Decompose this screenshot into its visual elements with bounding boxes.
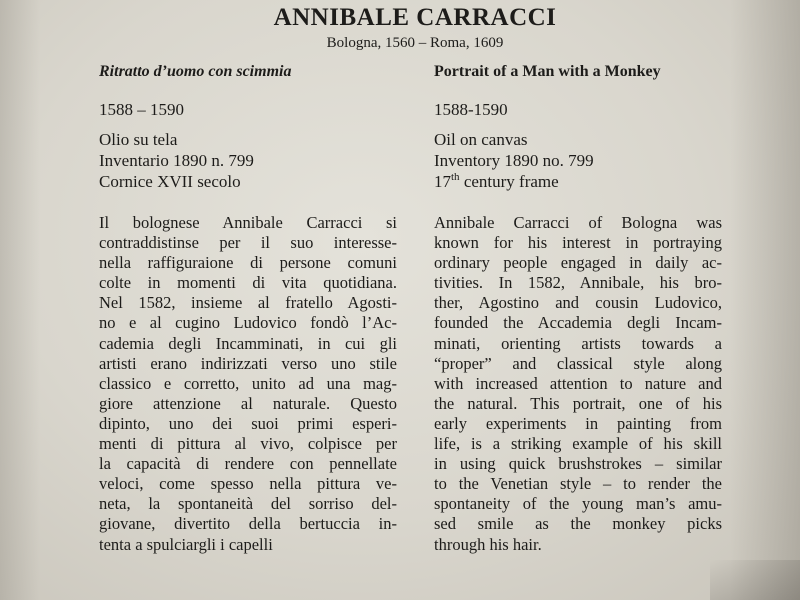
english-column [434, 62, 722, 555]
italian-line: Il bolognese Annibale Carracci si [99, 213, 397, 232]
italian-period: 1588 – 1590 [99, 100, 184, 119]
english-line: ther, Agostino and cousin Ludovico, [434, 293, 722, 313]
italian-column [99, 62, 397, 555]
label-header [0, 4, 800, 52]
right-edge-shadow [730, 0, 800, 600]
english-line: spontaneity of the young man’s amu- [434, 494, 722, 514]
english-line: through his hair. [434, 534, 542, 554]
english-frame-number: 17 [434, 172, 451, 191]
italian-frame: Cornice XVII secolo [99, 172, 241, 191]
italian-medium: Olio su tela [99, 130, 178, 149]
italian-line: colte in momenti di vita quotidiana. [99, 273, 397, 293]
english-line: Annibale Carracci of Bologna was [434, 213, 722, 232]
english-line: early experiments in painting from [434, 413, 722, 433]
italian-details [99, 129, 397, 192]
english-frame-suffix: th [451, 171, 460, 183]
english-line: ordinary people engaged in daily ac- [434, 253, 722, 273]
english-line: to the Venetian style – to render the [434, 474, 722, 494]
english-details [434, 129, 722, 192]
italian-line: nella raffiguraione di persone comuni [99, 253, 397, 273]
italian-line: no e al cugino Ludovico fondò l’Ac- [99, 313, 397, 333]
english-frame [434, 171, 722, 192]
italian-line: tenta a spulciargli i capelli [99, 534, 273, 554]
english-line: life, is a striking example of his skill [434, 434, 722, 454]
english-line: the natural. This portrait, one of his [434, 393, 722, 413]
italian-line: artisti erano indirizzati verso uno stile [99, 353, 397, 373]
italian-description [99, 213, 397, 555]
english-inventory: Inventory 1890 no. 799 [434, 151, 594, 170]
english-line: tivities. In 1582, Annibale, his bro- [434, 273, 722, 293]
english-period: 1588-1590 [434, 100, 508, 119]
italian-line: cademia degli Incamminati, in cui gli [99, 333, 397, 353]
italian-line: neta, la spontaneità del sorriso del- [99, 494, 397, 514]
italian-line: contraddistinse per il suo interesse- [99, 233, 397, 253]
italian-line: giovane, divertito della bertuccia in- [99, 514, 397, 534]
corner-shadow [710, 560, 800, 600]
english-title: Portrait of a Man with a Monkey [434, 63, 661, 80]
italian-title: Ritratto d’uomo con scimmia [99, 63, 292, 80]
artist-name: ANNIBALE CARRACCI [273, 4, 557, 31]
english-medium: Oil on canvas [434, 130, 528, 149]
english-frame-text: century frame [459, 172, 559, 191]
italian-inventory: Inventario 1890 n. 799 [99, 151, 254, 170]
english-line: “proper” and classical style along [434, 353, 722, 373]
italian-line: Nel 1582, insieme al fratello Agosti- [99, 293, 397, 313]
italian-line: dipinto, uno dei suoi primi esperi- [99, 413, 397, 433]
italian-line: menti di pittura al vivo, colpisce per [99, 434, 397, 454]
italian-line: classico e corretto, unito ad una mag- [99, 373, 397, 393]
left-edge-shadow [0, 0, 40, 600]
english-line: known for his interest in portraying [434, 233, 722, 253]
english-line: founded the Accademia degli Incam- [434, 313, 722, 333]
italian-line: la capacità di rendere con pennellate [99, 454, 397, 474]
english-line: minati, orienting artists towards a [434, 333, 722, 353]
english-line: in using quick brushstrokes – similar [434, 454, 722, 474]
italian-line: giore attenzione al naturale. Questo [99, 393, 397, 413]
english-line: sed smile as the monkey picks [434, 514, 722, 534]
english-description [434, 213, 722, 555]
english-line: with increased attention to nature and [434, 373, 722, 393]
artist-dates: Bologna, 1560 – Roma, 1609 [326, 35, 504, 51]
italian-line: veloci, come spesso nella pittura ve- [99, 474, 397, 494]
